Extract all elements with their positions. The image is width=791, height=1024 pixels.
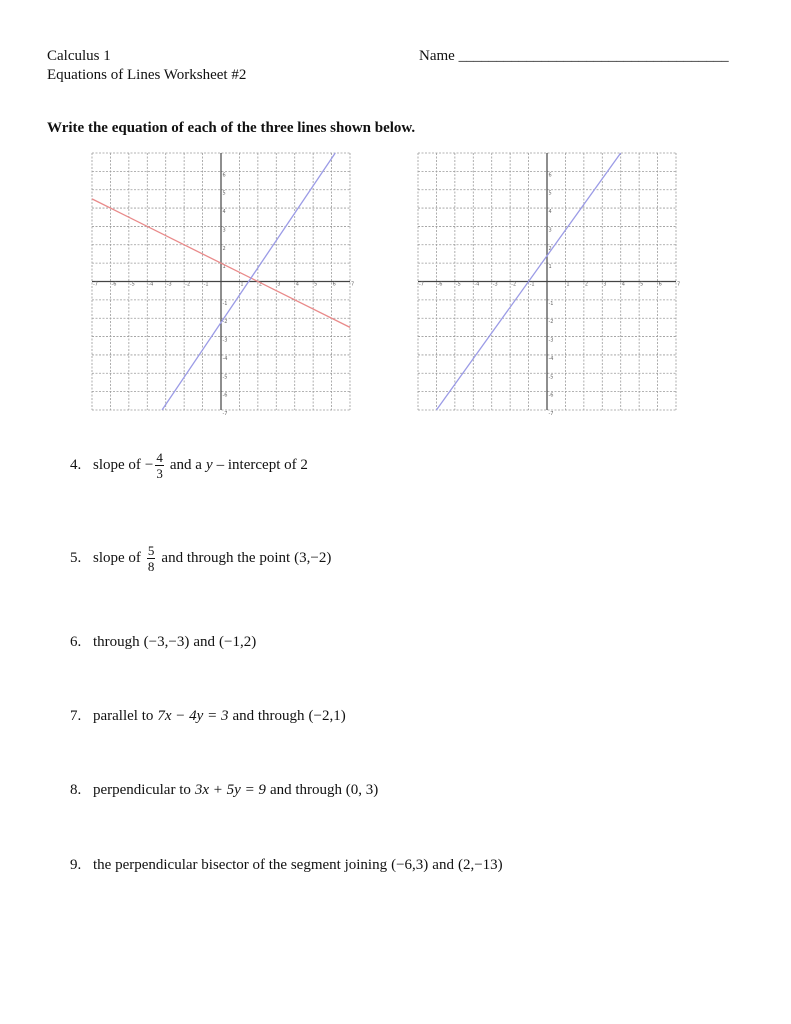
x-tick-label: 7	[677, 281, 681, 288]
problem-number: 9.	[70, 856, 82, 873]
y-tick-label: 3	[222, 227, 226, 234]
x-tick-label: 6	[658, 281, 662, 288]
graph-left-svg	[92, 153, 355, 417]
problem-text: and through (0, 3)	[269, 781, 379, 798]
x-tick-label: 4	[295, 281, 299, 288]
point: (3,−2)	[294, 549, 332, 566]
point: (−2,1)	[308, 707, 346, 724]
y-tick-label: -6	[222, 392, 228, 399]
minus-sign: −	[144, 456, 154, 473]
fraction	[155, 450, 164, 481]
problem-text: and through the point	[161, 549, 291, 566]
x-tick-label: -1	[203, 281, 209, 288]
equation: 3x + 5y = 9	[194, 781, 266, 798]
problem-text: perpendicular to	[93, 781, 191, 798]
problem-text: slope of	[93, 549, 141, 566]
x-tick-label: -1	[529, 281, 535, 288]
x-tick-label: 6	[332, 281, 336, 288]
y-tick-label: 3	[548, 227, 552, 234]
y-tick-label: 4	[548, 209, 552, 216]
x-tick-label: 2	[258, 281, 263, 288]
point: (2,−13)	[457, 856, 503, 873]
problem-number: 4.	[70, 456, 82, 473]
denominator: 3	[156, 465, 163, 481]
y-tick-label: 6	[222, 172, 226, 179]
x-tick-label: -4	[474, 281, 480, 288]
problem-number: 6.	[70, 633, 82, 650]
y-tick-label: 5	[548, 190, 552, 197]
problem-9	[70, 845, 503, 885]
y-tick-label: 5	[222, 190, 226, 197]
graph-right-svg	[418, 153, 681, 417]
point: (−6,3)	[391, 856, 429, 873]
problem-text: parallel to	[93, 707, 154, 724]
problem-4	[70, 445, 308, 485]
problem-7	[70, 696, 346, 736]
y-tick-label: -1	[222, 300, 228, 307]
y-tick-label: 2	[548, 245, 552, 252]
y-tick-label: 1	[222, 264, 226, 271]
problem-text: through	[93, 633, 140, 650]
problem-text: the perpendicular bisector of the segment joining	[93, 856, 388, 873]
graph-right	[418, 153, 681, 417]
x-tick-label: 1	[240, 281, 244, 288]
y-tick-label: -2	[222, 319, 228, 326]
problem-text: and	[432, 856, 454, 873]
y-tick-label: -7	[222, 411, 228, 417]
x-tick-label: -6	[437, 281, 443, 288]
x-tick-label: -7	[93, 281, 98, 288]
y-tick-label: 6	[548, 172, 552, 179]
problem-6	[70, 622, 256, 662]
problem-8	[70, 770, 378, 810]
y-tick-label: -1	[548, 300, 554, 307]
y-tick-label: -5	[548, 374, 554, 381]
x-tick-label: 7	[351, 281, 355, 288]
equation: 7x − 4y = 3	[157, 707, 229, 724]
x-tick-label: 5	[314, 281, 318, 288]
y-tick-label: 4	[222, 209, 226, 216]
x-tick-label: 5	[640, 281, 644, 288]
variable: y	[205, 456, 213, 473]
y-tick-label: -3	[548, 337, 554, 344]
y-tick-label: -4	[548, 355, 554, 362]
x-tick-label: -2	[511, 281, 517, 288]
fraction	[147, 543, 156, 574]
x-tick-label: -3	[166, 281, 172, 288]
x-tick-label: -7	[419, 281, 424, 288]
y-tick-label: -2	[548, 319, 554, 326]
y-tick-label: -4	[222, 355, 228, 362]
numerator: 4	[156, 449, 163, 465]
x-tick-label: -5	[129, 281, 135, 288]
problem-text: slope of	[93, 456, 141, 473]
problem-text: – intercept of 2	[216, 456, 308, 473]
problem-5	[70, 538, 331, 578]
x-tick-label: 1	[566, 281, 570, 288]
problem-text: and	[193, 633, 216, 650]
x-tick-label: -3	[492, 281, 498, 288]
x-tick-label: -4	[148, 281, 154, 288]
point: (−1,2)	[219, 633, 257, 650]
y-tick-label: -3	[222, 337, 228, 344]
x-tick-label: -6	[111, 281, 117, 288]
x-tick-label: 4	[621, 281, 625, 288]
y-tick-label: 2	[222, 245, 226, 252]
problem-text: and through	[232, 707, 305, 724]
x-tick-label: 3	[603, 281, 607, 288]
x-tick-label: 2	[584, 281, 589, 288]
course-title: Calculus 1	[47, 48, 111, 64]
problem-number: 5.	[70, 549, 82, 566]
numerator: 5	[147, 542, 155, 558]
y-tick-label: -7	[548, 411, 554, 417]
problem-number: 8.	[70, 781, 82, 798]
problem-number: 7.	[70, 707, 82, 724]
x-tick-label: -5	[455, 281, 461, 288]
y-tick-label: -5	[222, 374, 228, 381]
graph-left	[92, 153, 355, 417]
problem-text: and a	[169, 456, 202, 473]
point: (−3,−3)	[143, 633, 190, 650]
y-tick-label: 1	[548, 264, 552, 271]
x-tick-label: 3	[277, 281, 281, 288]
name-field-label: Name ____________________________________	[419, 48, 729, 64]
x-tick-label: -2	[185, 281, 191, 288]
denominator: 8	[147, 558, 155, 574]
y-tick-label: -6	[548, 392, 554, 399]
instructions: Write the equation of each of the three lines shown below.	[47, 120, 416, 136]
worksheet-title: Equations of Lines Worksheet #2	[47, 67, 247, 83]
